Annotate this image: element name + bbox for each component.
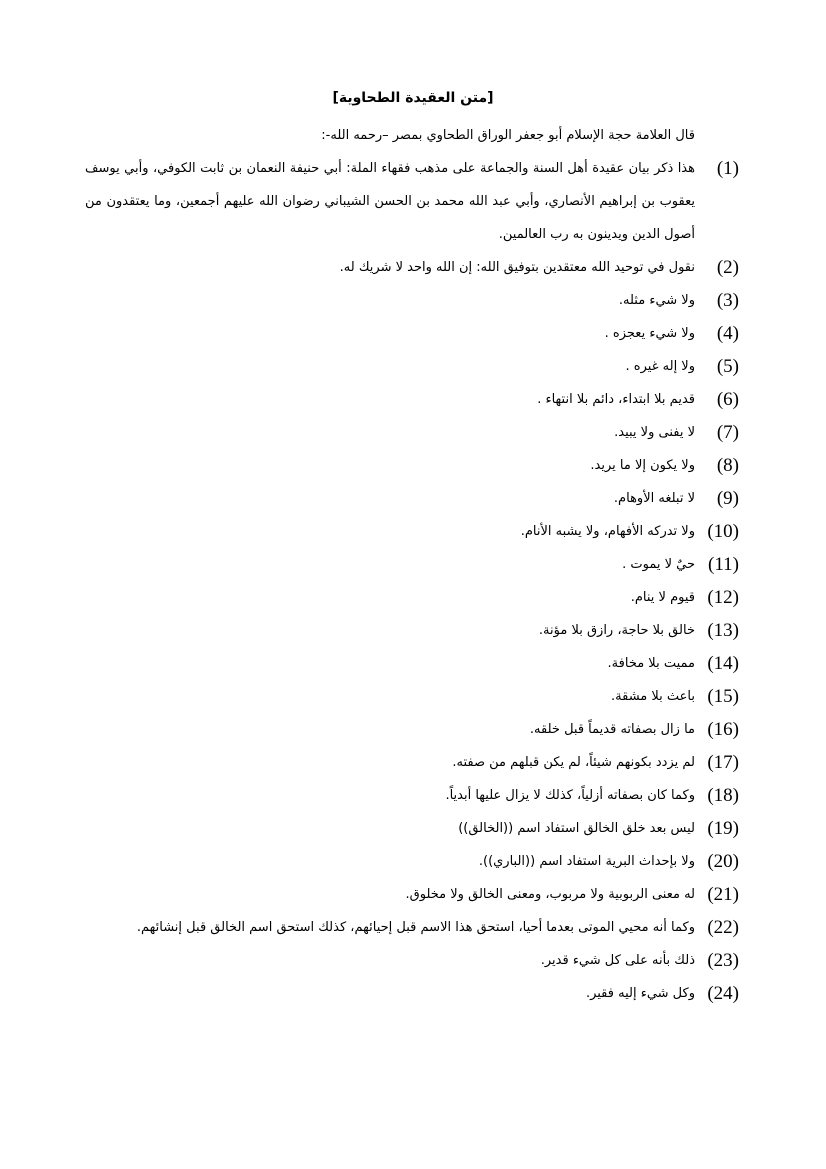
list-item bbox=[85, 944, 739, 977]
item-number: (5) bbox=[716, 356, 739, 377]
list-item bbox=[85, 284, 739, 317]
item-number: (3) bbox=[716, 290, 739, 311]
item-text: لم يزدد بكونهم شيئاً، لم يكن قبلهم من صفته. bbox=[452, 755, 695, 770]
item-text: وكل شيء إليه فقير. bbox=[585, 986, 695, 1001]
list-item bbox=[85, 911, 739, 944]
item-number: (17) bbox=[707, 752, 739, 773]
item-number: (8) bbox=[716, 455, 739, 476]
item-number: (9) bbox=[716, 488, 739, 509]
item-text: ولا تدركه الأفهام، ولا يشبه الأنام. bbox=[520, 524, 695, 539]
item-text: وكما كان بصفاته أزلياً، كذلك لا يزال عليها أبدياً. bbox=[445, 788, 695, 803]
item-number: (15) bbox=[707, 686, 739, 707]
item-number: (10) bbox=[707, 521, 739, 542]
item-number: (4) bbox=[716, 323, 739, 344]
item-number: (20) bbox=[707, 851, 739, 872]
item-text: خالق بلا حاجة، رازق بلا مؤنة. bbox=[538, 623, 695, 638]
list-item bbox=[85, 449, 739, 482]
list-item bbox=[85, 779, 739, 812]
item-text: مميت بلا مخافة. bbox=[607, 656, 695, 671]
item-number: (23) bbox=[707, 950, 739, 971]
list-item bbox=[85, 977, 739, 1010]
item-text: حيٌ لا يموت . bbox=[622, 557, 695, 572]
item-text: باعث بلا مشقة. bbox=[611, 689, 695, 704]
items-list bbox=[85, 152, 739, 1010]
item-number: (11) bbox=[708, 554, 739, 575]
list-item bbox=[85, 713, 739, 746]
list-item bbox=[85, 647, 739, 680]
item-text: لا تبلغه الأوهام. bbox=[613, 491, 695, 506]
list-item bbox=[85, 845, 739, 878]
item-text: لا يفنى ولا يبيد. bbox=[614, 425, 695, 440]
list-item bbox=[85, 878, 739, 911]
item-number: (22) bbox=[707, 917, 739, 938]
item-text: ما زال بصفاته قديماً قبل خلقه. bbox=[529, 722, 695, 737]
intro-line: قال العلامة حجة الإسلام أبو جعفر الوراق الطحاوي بمصر –رحمه الله-: bbox=[321, 128, 695, 143]
item-text: ولا يكون إلا ما يريد. bbox=[590, 458, 695, 473]
item-text: وكما أنه محيي الموتى بعدما أحيا، استحق هذا الاسم قبل إحيائهم، كذلك استحق اسم الخالق قبل إنشائهم. bbox=[136, 920, 695, 935]
item-number: (14) bbox=[707, 653, 739, 674]
item-number: (19) bbox=[707, 818, 739, 839]
list-item bbox=[85, 746, 739, 779]
document-title: [متن العقيدة الطحاوية] bbox=[332, 90, 494, 106]
item-number: (21) bbox=[707, 884, 739, 905]
list-item bbox=[85, 350, 739, 383]
item-text: هذا ذكر بيان عقيدة أهل السنة والجماعة على مذهب فقهاء الملة: أبي حنيفة النعمان بن ثابت الكوفي، وأبي يوسف يعقوب بن إبراهيم الأنصاري، وأبي عبد الله محمد بن الحسن الشيباني رضوان الله عليهم أجمعين، وما يعتقدون من أصول الدين ويدينون به رب العالمين. bbox=[85, 161, 695, 242]
list-item bbox=[85, 317, 739, 350]
item-number: (24) bbox=[707, 983, 739, 1004]
list-item bbox=[85, 581, 739, 614]
item-text: ولا شيء يعجزه . bbox=[604, 326, 695, 341]
item-text: ولا بإحداث البرية استفاد اسم ((الباري)). bbox=[478, 854, 695, 869]
item-text: ولا شيء مثله. bbox=[618, 293, 695, 308]
item-text: ولا إله غيره . bbox=[625, 359, 695, 374]
list-item bbox=[85, 251, 739, 284]
document-body bbox=[85, 119, 739, 1010]
item-number: (1) bbox=[716, 158, 739, 179]
list-item bbox=[85, 152, 739, 251]
list-item bbox=[85, 383, 739, 416]
list-item bbox=[85, 482, 739, 515]
list-item bbox=[85, 812, 739, 845]
item-number: (12) bbox=[707, 587, 739, 608]
item-number: (2) bbox=[716, 257, 739, 278]
list-item bbox=[85, 614, 739, 647]
item-text: قديم بلا ابتداء، دائم بلا انتهاء . bbox=[537, 392, 695, 407]
list-item bbox=[85, 416, 739, 449]
list-item bbox=[85, 680, 739, 713]
item-text: ذلك بأنه على كل شيء قدير. bbox=[540, 953, 695, 968]
item-number: (16) bbox=[707, 719, 739, 740]
item-number: (6) bbox=[716, 389, 739, 410]
list-item bbox=[85, 548, 739, 581]
item-text: له معنى الربوبية ولا مربوب، ومعنى الخالق ولا مخلوق. bbox=[405, 887, 695, 902]
item-text: نقول في توحيد الله معتقدين بتوفيق الله: إن الله واحد لا شريك له. bbox=[339, 260, 695, 275]
item-number: (18) bbox=[707, 785, 739, 806]
list-item bbox=[85, 515, 739, 548]
item-number: (13) bbox=[707, 620, 739, 641]
item-text: قيوم لا ينام. bbox=[630, 590, 695, 605]
item-number: (7) bbox=[716, 422, 739, 443]
item-text: ليس بعد خلق الخالق استفاد اسم ((الخالق)) bbox=[458, 821, 695, 836]
